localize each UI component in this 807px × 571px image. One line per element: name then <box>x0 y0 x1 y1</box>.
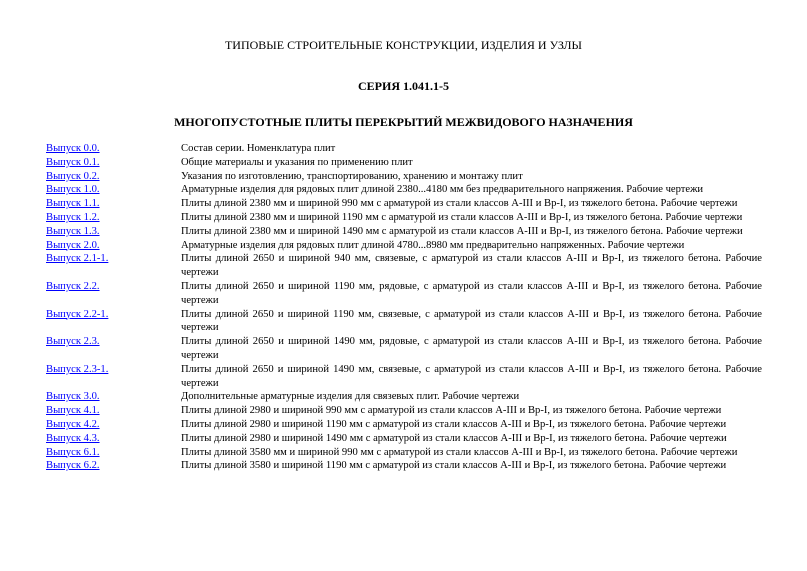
issue-description: Плиты длиной 2980 и шириной 1190 мм с арматурой из стали классов А-III и Вр-I, из тяжелого бетона. Рабочие чертежи <box>181 418 727 430</box>
issue-row <box>46 280 762 308</box>
issue-link[interactable]: Выпуск 6.1. <box>46 446 100 458</box>
issue-link[interactable]: Выпуск 4.3. <box>46 432 100 444</box>
issue-link[interactable]: Выпуск 2.3. <box>46 336 100 348</box>
issue-row <box>46 308 762 336</box>
issue-description: Плиты длиной 2980 и шириной 990 мм с арматурой из стали классов А-III и Вр-I, из тяжелого бетона. Рабочие чертежи <box>181 405 722 417</box>
issue-row <box>46 432 762 446</box>
issue-link[interactable]: Выпуск 1.1. <box>46 198 100 210</box>
document-title: ТИПОВЫЕ СТРОИТЕЛЬНЫЕ КОНСТРУКЦИИ, ИЗДЕЛИЯ И УЗЛЫ <box>224 38 583 52</box>
issue-description: Указания по изготовлению, транспортированию, хранению и монтажу плит <box>181 170 523 182</box>
issue-row <box>46 170 762 184</box>
issue-row <box>46 418 762 432</box>
issue-row <box>46 363 762 391</box>
issue-row <box>46 156 762 170</box>
issue-description: Плиты длиной 2380 мм и шириной 1190 мм с арматурой из стали классов А-III и Вр-I, из тяжелого бетона. Рабочие чертежи <box>181 211 743 223</box>
issue-description: Плиты длиной 2650 и шириной 1490 мм, рядовые, с арматурой из стали классов А-III и Вр-I, из тяжелого бетона. Рабочие чертежи <box>181 336 762 361</box>
issue-description: Плиты длиной 3580 мм и шириной 990 мм с арматурой из стали классов А-III и Вр-I, из тяжелого бетона. Рабочие чертежи <box>181 446 738 458</box>
issue-description: Плиты длиной 3580 и шириной 1190 мм с арматурой из стали классов А-III и Вр-I, из тяжелого бетона. Рабочие чертежи <box>181 460 727 472</box>
issue-description: Общие материалы и указания по применению плит <box>181 156 413 168</box>
issue-link[interactable]: Выпуск 1.2. <box>46 211 100 223</box>
issue-link[interactable]: Выпуск 6.2. <box>46 460 100 472</box>
issue-link[interactable]: Выпуск 2.1-1. <box>46 253 109 265</box>
issue-link[interactable]: Выпуск 2.3-1. <box>46 363 109 375</box>
issue-link[interactable]: Выпуск 4.1. <box>46 405 100 417</box>
issue-link[interactable]: Выпуск 4.2. <box>46 418 100 430</box>
issue-row <box>46 239 762 253</box>
issue-link[interactable]: Выпуск 2.0. <box>46 239 100 251</box>
issue-row <box>46 404 762 418</box>
issue-row <box>46 335 762 363</box>
issue-description: Арматурные изделия для рядовых плит длиной 2380...4180 мм без предварительного напряжения. Рабочие чертежи <box>181 184 704 196</box>
issue-link[interactable]: Выпуск 2.2. <box>46 280 100 292</box>
issue-row <box>46 252 762 280</box>
issue-link[interactable]: Выпуск 3.0. <box>46 391 100 403</box>
issue-description: Дополнительные арматурные изделия для связевых плит. Рабочие чертежи <box>181 391 520 403</box>
issue-description: Плиты длиной 2380 мм и шириной 1490 мм с арматурой из стали классов А-III и Вр-I, из тяжелого бетона. Рабочие чертежи <box>181 225 743 237</box>
issue-row <box>46 390 762 404</box>
issue-description: Плиты длиной 2650 и шириной 1190 мм, связевые, с арматурой из стали классов А-III и Вр-I, из тяжелого бетона. Рабочие чертежи <box>181 308 762 334</box>
issue-row <box>46 225 762 239</box>
issue-link[interactable]: Выпуск 0.0. <box>46 143 100 154</box>
series-subject: МНОГОПУСТОТНЫЕ ПЛИТЫ ПЕРЕКРЫТИЙ МЕЖВИДОВОГО НАЗНАЧЕНИЯ <box>174 115 633 129</box>
issue-row <box>46 459 762 473</box>
issue-description: Плиты длиной 2650 и шириной 1490 мм, связевые, с арматурой из стали классов А-III и Вр-I, из тяжелого бетона. Рабочие чертежи <box>181 363 762 389</box>
issue-row <box>46 142 762 156</box>
series-code: СЕРИЯ 1.041.1-5 <box>358 79 449 93</box>
issue-description: Плиты длиной 2980 и шириной 1490 мм с арматурой из стали классов А-III и Вр-I, из тяжелого бетона. Рабочие чертежи <box>181 432 727 444</box>
issue-link[interactable]: Выпуск 0.1. <box>46 156 100 168</box>
issue-description: Плиты длиной 2650 и шириной 1190 мм, рядовые, с арматурой из стали классов А-III и Вр-I, из тяжелого бетона. Рабочие чертежи <box>181 280 762 306</box>
issue-link[interactable]: Выпуск 1.0. <box>46 184 100 196</box>
issue-row <box>46 446 762 460</box>
issue-description: Плиты длиной 2380 мм и шириной 990 мм с арматурой из стали классов А-III и Вр-I, из тяжелого бетона. Рабочие чертежи <box>181 198 738 210</box>
issue-link[interactable]: Выпуск 1.3. <box>46 225 100 237</box>
issue-description: Состав серии. Номенклатура плит <box>181 143 336 154</box>
issue-list <box>46 142 762 473</box>
issue-link[interactable]: Выпуск 2.2-1. <box>46 308 109 320</box>
issue-row <box>46 211 762 225</box>
issue-link[interactable]: Выпуск 0.2. <box>46 170 100 182</box>
issue-description: Арматурные изделия для рядовых плит длиной 4780...8980 мм предварительно напряженных. Рабочие чертежи <box>181 239 685 251</box>
issue-row <box>46 197 762 211</box>
issue-description: Плиты длиной 2650 и шириной 940 мм, связевые, с арматурой из стали классов А-III и Вр-I, из тяжелого бетона. Рабочие чертежи <box>181 253 762 279</box>
issue-row <box>46 183 762 197</box>
